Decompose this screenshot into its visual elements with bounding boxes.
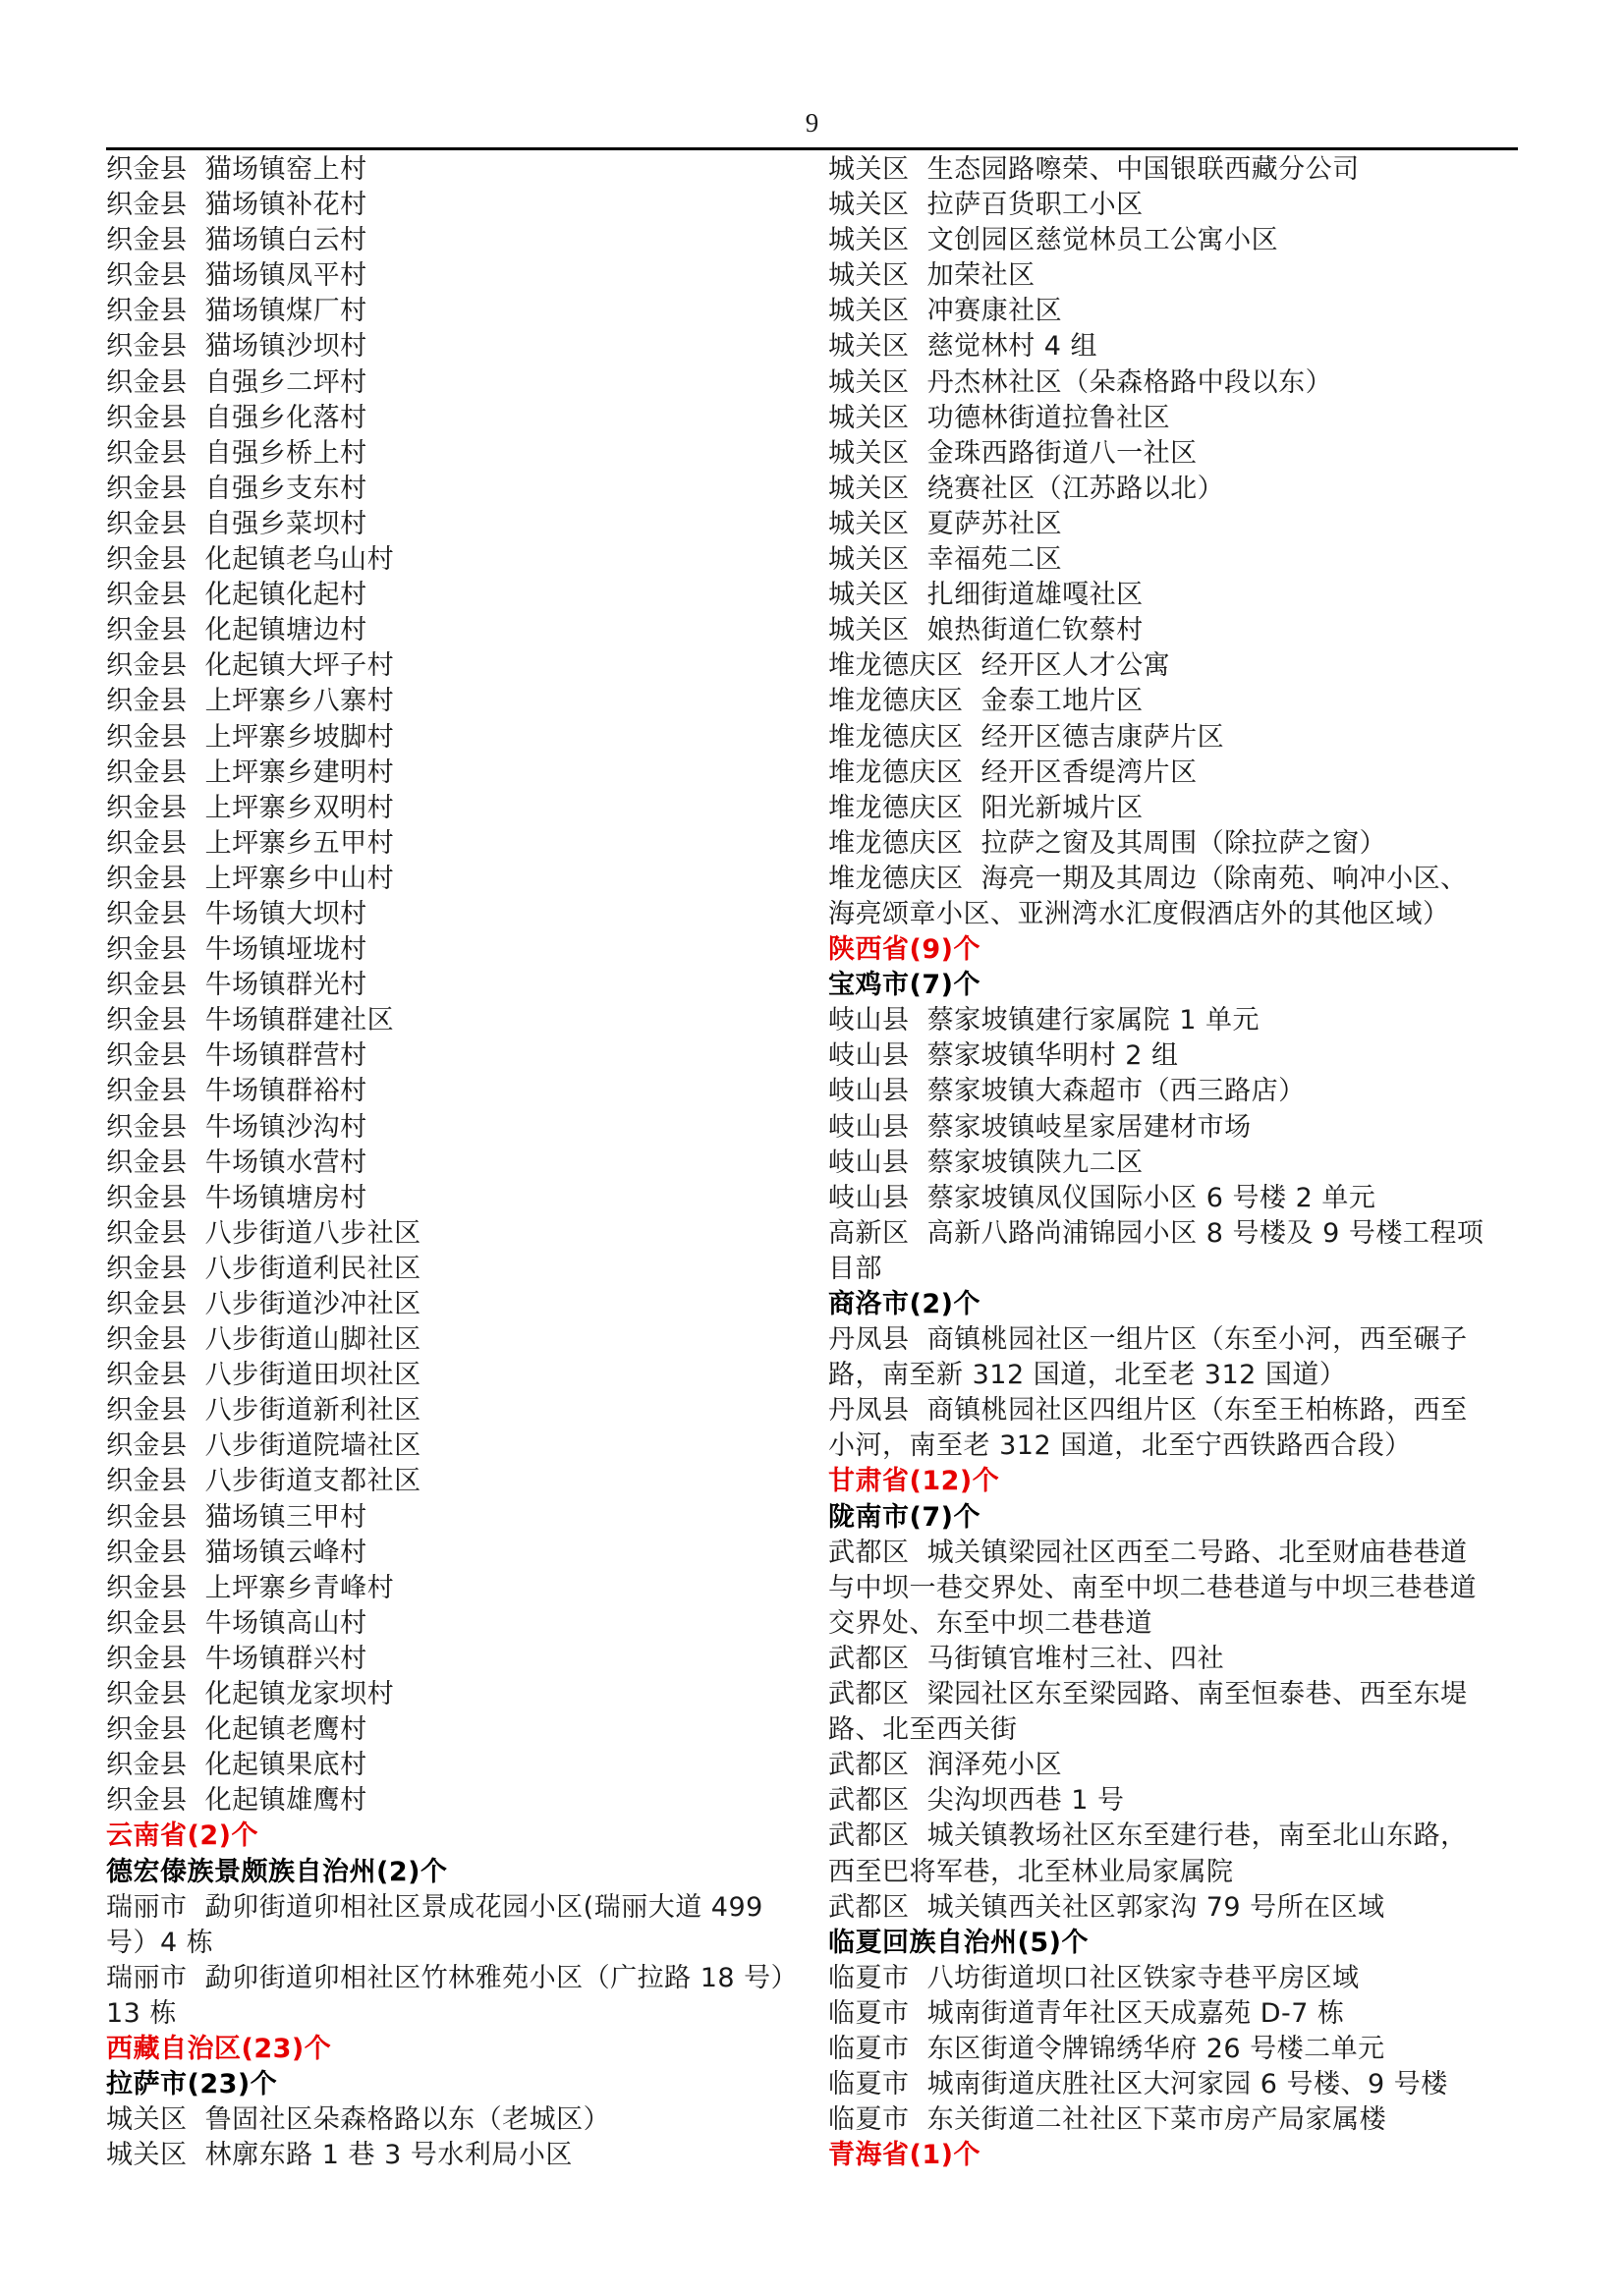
area-list-line: 临夏市 八坊街道坝口社区铁家寺巷平房区域 [828,1962,1360,1993]
area-list-line: 城关区 拉萨百货职工小区 [828,190,1144,221]
area-list-line: 城关区 文创园区慈觉林员工公寓小区 [828,225,1279,256]
city-header: 德宏傣族景颇族自治州(2)个 [106,1856,448,1887]
area-list-line: 织金县 化起镇塘边村 [106,615,367,646]
area-list-line: 织金县 化起镇龙家坝村 [106,1679,395,1710]
area-list-line: 交界处、东至中坝二巷巷道 [828,1607,1152,1639]
area-list-line: 织金县 猫场镇云峰村 [106,1537,367,1568]
area-list-line: 织金县 八步街道八步社区 [106,1217,421,1249]
area-list-line: 织金县 自强乡化落村 [106,402,367,433]
area-list-line: 城关区 林廓东路 1 巷 3 号水利局小区 [106,2140,573,2171]
province-header: 云南省(2)个 [106,1820,258,1852]
area-list-line: 武都区 马街镇官堆村三社、四社 [828,1643,1225,1674]
area-list-line: 丹凤县 商镇桃园社区四组片区（东至王柏栋路，西至 [828,1395,1468,1427]
area-list-line: 临夏市 城南街道青年社区天成嘉苑 D-7 栋 [828,1997,1345,2029]
area-list-line: 堆龙德庆区 经开区德吉康萨片区 [828,721,1225,753]
area-list-line: 织金县 猫场镇窑上村 [106,154,367,185]
area-list-line: 织金县 牛场镇高山村 [106,1607,367,1639]
area-list-line: 织金县 猫场镇沙坝村 [106,331,367,363]
area-list-line: 堆龙德庆区 海亮一期及其周边（除南苑、响冲小区、 [828,863,1468,894]
area-list-line: 织金县 上坪寨乡八寨村 [106,686,395,717]
province-header: 甘肃省(12)个 [828,1466,1000,1497]
area-list-line: 岐山县 蔡家坡镇凤仪国际小区 6 号楼 2 单元 [828,1182,1376,1213]
area-list-line: 路、北至西关街 [828,1714,1018,1746]
area-list-line: 织金县 化起镇化起村 [106,580,367,611]
area-list-line: 城关区 功德林街道拉鲁社区 [828,402,1171,433]
area-list-line: 织金县 化起镇雄鹰村 [106,1785,367,1817]
area-list-line: 织金县 上坪寨乡中山村 [106,863,395,894]
area-list-line: 织金县 猫场镇煤厂村 [106,296,367,327]
area-list-line: 武都区 城关镇教场社区东至建行巷，南至北山东路， [828,1820,1468,1852]
area-list-line: 城关区 幸福苑二区 [828,544,1063,576]
city-header: 陇南市(7)个 [828,1501,980,1533]
area-list-line: 临夏市 城南街道庆胜社区大河家园 6 号楼、9 号楼 [828,2069,1448,2100]
area-list-line: 织金县 牛场镇水营村 [106,1147,367,1178]
area-list-line: 岐山县 蔡家坡镇岐星家居建材市场 [828,1111,1252,1143]
area-list-line: 织金县 猫场镇白云村 [106,225,367,256]
area-list-line: 织金县 八步街道支都社区 [106,1466,421,1497]
area-list-line: 临夏市 东区街道令牌锦绣华府 26 号楼二单元 [828,2033,1385,2064]
area-list-line: 路，南至新 312 国道，北至老 312 国道） [828,1360,1347,1391]
area-list-line: 织金县 化起镇老乌山村 [106,544,395,576]
left-column [106,152,813,2173]
province-header: 青海省(1)个 [828,2140,980,2171]
area-list-line: 城关区 慈觉林村 4 组 [828,331,1098,363]
area-list-line: 织金县 牛场镇群营村 [106,1040,367,1072]
area-list-line: 织金县 八步街道沙冲社区 [106,1289,421,1319]
area-list-line: 高新区 高新八路尚浦锦园小区 8 号楼及 9 号楼工程项 [828,1217,1484,1249]
right-column [828,152,1531,2173]
area-list-line: 瑞丽市 勐卯街道卯相社区竹林雅苑小区（广拉路 18 号） [106,1962,799,1993]
area-list-line: 与中坝一巷交界处、南至中坝二巷巷道与中坝三巷巷道 [828,1572,1477,1603]
area-list-line: 武都区 梁园社区东至梁园路、南至恒泰巷、西至东堤 [828,1679,1468,1710]
area-list-line: 织金县 牛场镇群裕村 [106,1076,367,1107]
area-list-line: 织金县 牛场镇大坝村 [106,898,367,929]
province-header: 陕西省(9)个 [828,934,980,966]
area-list-line: 织金县 牛场镇沙沟村 [106,1111,367,1143]
area-list-line: 织金县 猫场镇凤平村 [106,260,367,292]
area-list-line: 织金县 上坪寨乡双明村 [106,792,395,823]
city-header: 宝鸡市(7)个 [828,970,980,1001]
area-list-line: 织金县 八步街道利民社区 [106,1253,421,1284]
area-list-line: 目部 [828,1253,882,1284]
area-list-line: 城关区 绕赛社区（江苏路以北） [828,473,1225,504]
area-list-line: 城关区 金珠西路街道八一社区 [828,437,1198,469]
area-list-line: 堆龙德庆区 经开区香缇湾片区 [828,756,1198,788]
area-list-line: 西至巴将军巷，北至林业局家属院 [828,1856,1234,1887]
area-list-line: 堆龙德庆区 拉萨之窗及其周围（除拉萨之窗） [828,827,1387,859]
area-list-line: 织金县 化起镇果底村 [106,1750,367,1781]
area-list-line: 织金县 自强乡菜坝村 [106,508,367,539]
area-list-line: 瑞丽市 勐卯街道卯相社区景成花园小区(瑞丽大道 499 [106,1891,763,1923]
area-list-line: 城关区 扎细街道雄嘎社区 [828,580,1144,611]
area-list-line: 临夏市 东关街道二社社区下菜市房产局家属楼 [828,2104,1387,2136]
area-list-line: 城关区 冲赛康社区 [828,296,1063,327]
city-header: 临夏回族自治州(5)个 [828,1927,1089,1958]
area-list-line: 城关区 夏萨苏社区 [828,508,1063,539]
area-list-line: 织金县 八步街道山脚社区 [106,1324,421,1356]
area-list-line: 武都区 城关镇梁园社区西至二号路、北至财庙巷巷道 [828,1537,1468,1568]
area-list-line: 堆龙德庆区 金泰工地片区 [828,686,1144,717]
header-rule [106,147,1518,150]
area-list-line: 武都区 润泽苑小区 [828,1750,1063,1781]
area-list-line: 织金县 八步街道新利社区 [106,1395,421,1427]
area-list-line: 岐山县 蔡家坡镇大森超市（西三路店） [828,1076,1306,1107]
area-list-line: 城关区 生态园路嚓荣、中国银联西藏分公司 [828,154,1360,185]
area-list-line: 织金县 上坪寨乡建明村 [106,756,395,788]
area-list-line: 织金县 牛场镇垭垅村 [106,934,367,966]
area-list-line: 织金县 牛场镇群建社区 [106,1005,395,1036]
area-list-line: 武都区 城关镇西关社区郭家沟 79 号所在区域 [828,1891,1385,1923]
area-list-line: 城关区 娘热街道仁钦蔡村 [828,615,1144,646]
area-list-line: 城关区 加荣社区 [828,260,1036,292]
province-header: 西藏自治区(23)个 [106,2033,332,2064]
area-list-line: 13 栋 [106,1997,177,2029]
area-list-line: 织金县 牛场镇群光村 [106,970,367,1001]
area-list-line: 堆龙德庆区 经开区人才公寓 [828,650,1171,682]
area-list-line: 织金县 猫场镇三甲村 [106,1501,367,1533]
area-list-line: 织金县 化起镇大坪子村 [106,650,395,682]
area-list-line: 织金县 八步街道院墙社区 [106,1430,421,1462]
area-list-line: 堆龙德庆区 阳光新城片区 [828,792,1144,823]
area-list-line: 织金县 自强乡二坪村 [106,366,367,398]
city-header: 商洛市(2)个 [828,1289,980,1319]
area-list-line: 织金县 牛场镇群兴村 [106,1643,367,1674]
area-list-line: 小河，南至老 312 国道，北至宁西铁路西合段） [828,1430,1412,1462]
area-list-line: 织金县 自强乡桥上村 [106,437,367,469]
area-list-line: 城关区 丹杰林社区（朵森格路中段以东） [828,366,1333,398]
area-list-line: 织金县 八步街道田坝社区 [106,1360,421,1391]
area-list-line: 岐山县 蔡家坡镇华明村 2 组 [828,1040,1179,1072]
area-list-line: 织金县 上坪寨乡坡脚村 [106,721,395,753]
area-list-line: 岐山县 蔡家坡镇陕九二区 [828,1147,1144,1178]
city-header: 拉萨市(23)个 [106,2069,278,2100]
area-list-line: 号）4 栋 [106,1927,214,1958]
area-list-line: 织金县 自强乡支东村 [106,473,367,504]
area-list-line: 织金县 上坪寨乡青峰村 [106,1572,395,1603]
area-list-line: 丹凤县 商镇桃园社区一组片区（东至小河，西至碾子 [828,1324,1468,1356]
area-list-line: 武都区 尖沟坝西巷 1 号 [828,1785,1125,1817]
area-list-line: 海亮颂章小区、亚洲湾水汇度假酒店外的其他区域） [828,898,1450,929]
area-list-line: 织金县 猫场镇补花村 [106,190,367,221]
page-number: 9 [805,108,819,138]
area-list-line: 织金县 牛场镇塘房村 [106,1182,367,1213]
area-list-line: 织金县 化起镇老鹰村 [106,1714,367,1746]
area-list-line: 岐山县 蔡家坡镇建行家属院 1 单元 [828,1005,1260,1036]
area-list-line: 织金县 上坪寨乡五甲村 [106,827,395,859]
area-list-line: 城关区 鲁固社区朵森格路以东（老城区） [106,2104,611,2136]
